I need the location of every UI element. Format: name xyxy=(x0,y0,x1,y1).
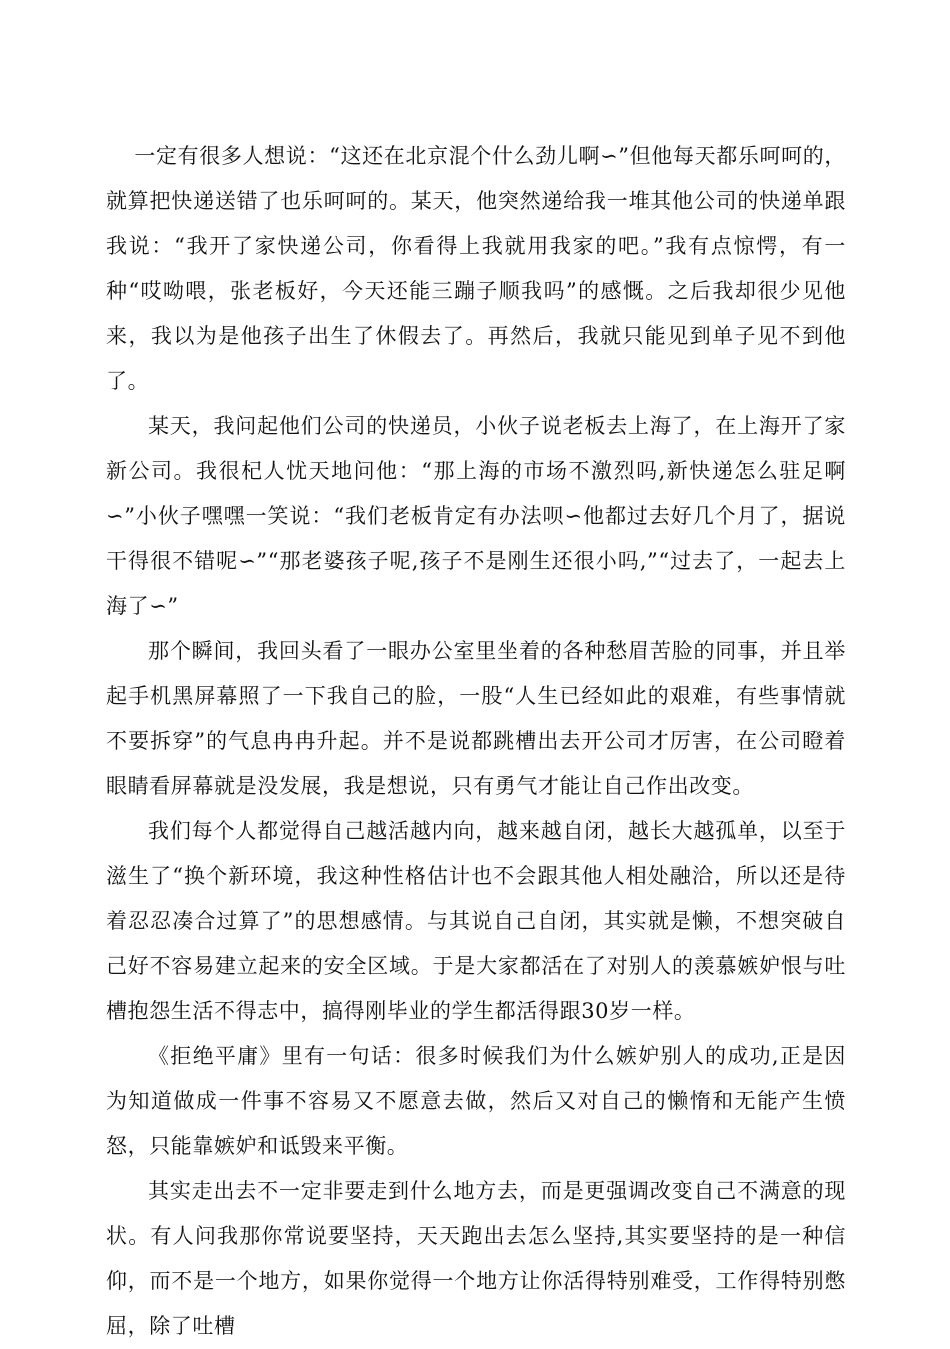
paragraph-courier-story: 一定有很多人想说：“这还在北京混个什么劲儿啊∽”但他每天都乐呵呵的，就算把快递送错了也乐呵呵的。某天，他突然递给我一堆其他公司的快递单跟我说：“我开了家快递公司，你看得上我就用我家的吧。”我有点惊愕，有一种“哎呦喂，张老板好，今天还能三蹦子顺我吗”的感慨。之后我却很少见他来，我以为是他孩子出生了休假去了。再然后，我就只能见到单子见不到他了。 xyxy=(106,144,846,393)
paragraph-that-moment: 那个瞬间，我回头看了一眼办公室里坐着的各种愁眉苦脸的同事，并且举起手机黑屏幕照了一下我自己的脸，一股“人生已经如此的艰难，有些事情就不要拆穿”的气息冉冉升起。并不是说都跳槽出去开公司才厉害，在公司瞪着眼睛看屏幕就是没发展，我是想说，只有勇气才能让自己作出改变。 xyxy=(106,639,846,798)
paragraph-refuse-mediocrity-quote: 《拒绝平庸》里有一句话：很多时候我们为什么嫉妒别人的成功,正是因为知道做成一件事不容易又不愿意去做，然后又对自己的懒惰和无能产生愤怒，只能靠嫉妒和诋毁来平衡。 xyxy=(106,1044,846,1158)
paragraph-going-out: 其实走出去不一定非要走到什么地方去，而是更强调改变自己不满意的现状。有人问我那你常说要坚持，天天跑出去怎么坚持,其实要坚持的是一种信仰，而不是一个地方，如果你觉得一个地方让你活得特别难受，工作得特别憋屈，除了吐槽 xyxy=(106,1179,846,1338)
paragraph-comfort-zone: 我们每个人都觉得自己越活越内向，越来越自闭，越长大越孤单，以至于滋生了“换个新环境，我这种性格估计也不会跟其他人相处融洽，所以还是待着忍忍凑合过算了”的思想感情。与其说自己自闭，其实就是懒，不想突破自己好不容易建立起来的安全区域。于是大家都活在了对别人的羡慕嫉妒恨与吐槽抱怨生活不得志中，搞得刚毕业的学生都活得跟30岁一样。 xyxy=(106,819,846,1023)
article-body xyxy=(106,134,846,1349)
paragraph-shanghai-move: 某天，我问起他们公司的快递员，小伙子说老板去上海了，在上海开了家新公司。我很杞人忧天地问他：“那上海的市场不激烈吗,新快递怎么驻足啊∽”小伙子嘿嘿一笑说：“我们老板肯定有办法呗∽他都过去好几个月了，据说干得很不错呢∽”“那老婆孩子呢,孩子不是刚生还很小吗,”“过去了，一起去上海了∽” xyxy=(106,414,846,618)
